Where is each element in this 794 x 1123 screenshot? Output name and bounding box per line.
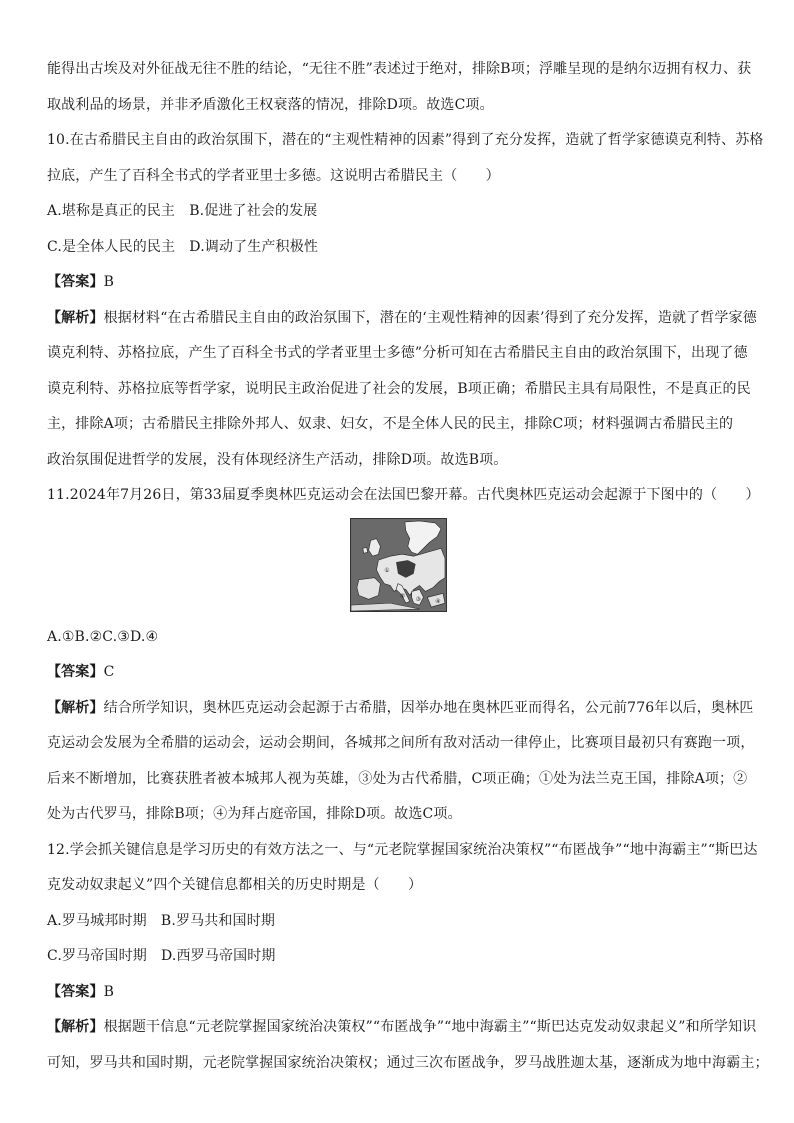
question-12-stem-line-1: 12.学会抓关键信息是学习历史的有效方法之一、与“元老院掌握国家统治决策权”“布匿战争”“地中海霸主”“斯巴达 [47,841,758,858]
map-marker-3: ③ [415,596,421,603]
question-11-explanation-line-3: 后来不断增加，比赛获胜者被本城邦人视为英雄，③处为古代希腊，C项正确；①处为法兰克王国，排除A项；② [47,770,748,787]
question-12-explanation-line-2: 可知，罗马共和国时期，元老院掌握国家统治决策权；通过三次布匿战争，罗马战胜迦太基，逐渐成为地中海霸主； [47,1054,769,1071]
question-10-stem-line-2: 拉底，产生了百科全书式的学者亚里士多德。这说明古希腊民主（ ） [47,167,500,184]
explanation-text: 结合所学知识，奥林匹克运动会起源于古希腊，因举办地在奥林匹亚而得名，公元前776年以后，奥林匹 [103,699,754,716]
question-10-explanation-line-3: 谟克利特、苏格拉底等哲学家，说明民主政治促进了社会的发展，B项正确；希腊民主具有局限性，不是真正的民 [47,380,751,397]
analysis-tag: 【解析】 [47,699,104,716]
prev-explanation-line-1: 能得出古埃及对外征战无往不胜的结论，“无往不胜”表述过于绝对，排除B项；浮雕呈现的是纳尔迈拥有权力、获 [47,61,752,77]
question-10-explanation-line-2: 谟克利特、苏格拉底，产生了百科全书式的学者亚里士多德”分析可知在古希腊民主自由的政治氛围下，出现了德 [47,345,748,361]
document-page [47,52,769,1081]
analysis-tag: 【解析】 [47,309,104,326]
question-10-options-2: C.是全体人民的民主 D.调动了生产积极性 [47,238,318,255]
question-11-explanation-line-4: 处为古代罗马，排除B项；④为拜占庭帝国，排除D项。故选C项。 [47,806,462,822]
question-11-answer [47,655,749,691]
answer-value: C [103,664,115,680]
question-10-explanation-line-5: 政治氛围促进哲学的发展，没有体现经济生产活动，排除D项。故选B项。 [47,451,508,468]
question-11-stem: 11.2024年7月26日，第33届夏季奥林匹克运动会在法国巴黎开幕。古代奥林匹克运动会起源于下图中的（ ） [47,487,760,503]
europe-map-figure [350,518,447,612]
map-marker-1: ① [383,567,390,574]
answer-tag: 【答案】 [47,664,104,680]
answer-value: B [103,983,115,1000]
question-11-options: A.①B.②C.③D.④ [47,628,159,645]
analysis-tag: 【解析】 [47,1019,104,1035]
question-10-explanation-line-4: 主，排除A项；古希腊民主排除外邦人、奴隶、妇女，不是全体人民的民主，排除C项；材料强调古希腊民主的 [47,416,734,432]
answer-tag: 【答案】 [47,983,104,1000]
map-figure-container [47,514,749,620]
map-marker-4: ④ [434,598,440,605]
map-marker-2: ② [399,592,405,599]
prev-explanation-line-2: 取战利品的场景，并非矛盾激化王权衰落的情况，排除D项。故选C项。 [47,96,494,113]
question-12-stem-line-2: 克发动奴隶起义”四个关键信息都相关的历史时期是（ ） [47,877,423,893]
answer-value: B [103,274,115,290]
question-12-answer [47,975,749,1011]
question-11-explanation-line-2: 克运动会发展为全希腊的运动会，运动会期间，各城邦之间所有敌对活动一律停止，比赛项目最初只有赛跑一项， [47,735,755,751]
explanation-text: 根据题干信息“元老院掌握国家统治决策权”“布匿战争”“地中海霸主”“斯巴达克发动奴隶起义”和所学知识 [103,1019,757,1035]
question-10-answer [47,265,749,301]
question-10-options-1: A.堪称是真正的民主 B.促进了社会的发展 [47,203,318,219]
question-12-options-1: A.罗马城邦时期 B.罗马共和国时期 [47,912,275,929]
question-10-stem-line-1: 10.在古希腊民主自由的政治氛围下，潜在的“主观性精神的因素”得到了充分发挥，造就了哲学家德谟克利特、苏格 [47,132,764,148]
answer-tag: 【答案】 [47,274,104,290]
question-12-options-2: C.罗马帝国时期 D.西罗马帝国时期 [47,948,276,964]
explanation-text: 根据材料“在古希腊民主自由的政治氛围下，潜在的‘主观性精神的因素’得到了充分发挥，造就了哲学家德 [103,309,757,326]
question-11-explanation-line-1 [47,691,754,727]
question-10-explanation-line-1 [47,301,757,337]
question-12-explanation-line-1 [47,1010,757,1046]
